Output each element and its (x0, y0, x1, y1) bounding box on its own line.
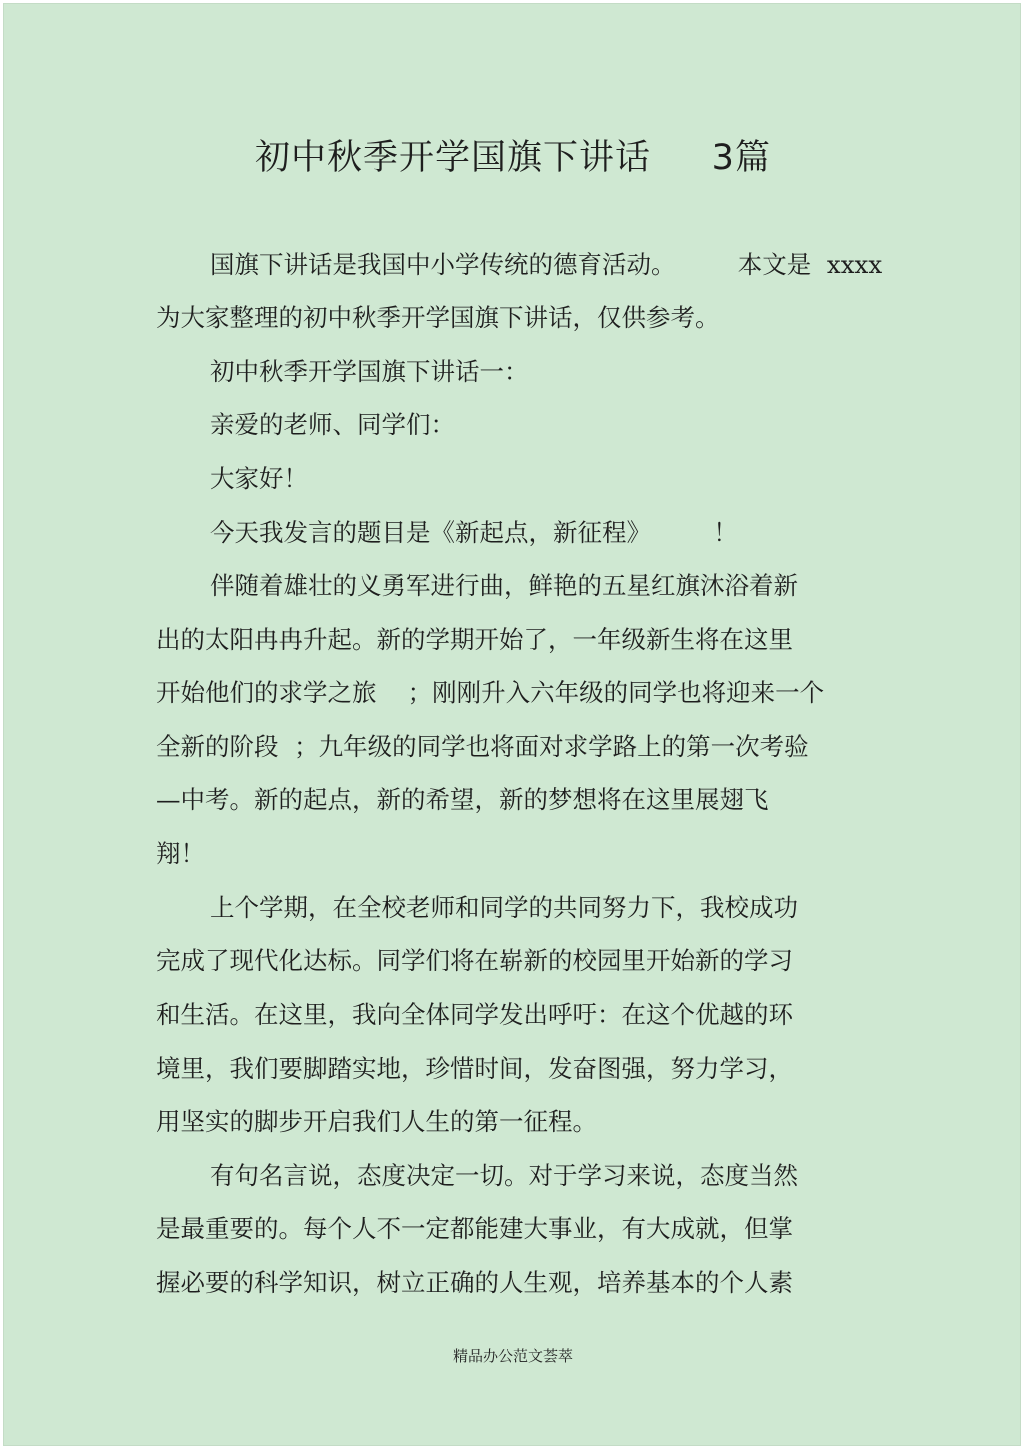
paragraph-line: 初中秋季开学国旗下讲话一： (210, 357, 529, 386)
paragraph-line: 国旗下讲话是我国中小学传统的德育活动。 本文是 xxxx (210, 250, 883, 279)
paragraph-line: 用坚实的脚步开启我们人生的第一征程。 (156, 1107, 597, 1136)
paragraph-line: —中考。新的起点，新的希望，新的梦想将在这里展翅飞 (156, 785, 769, 814)
paragraph-line: 今天我发言的题目是《新起点，新征程》 ！ (210, 518, 738, 547)
paragraph-line: 有句名言说，态度决定一切。对于学习来说，态度当然 (210, 1161, 798, 1190)
paragraph-line: 翔！ (156, 839, 205, 868)
document-page (3, 3, 1021, 1446)
paragraph-line: 和生活。在这里，我向全体同学发出呼吁：在这个优越的环 (156, 1000, 793, 1029)
paragraph-line: 是最重要的。每个人不一定都能建大事业，有大成就，但掌 (156, 1214, 793, 1243)
paragraph-line: 伴随着雄壮的义勇军进行曲，鲜艳的五星红旗沐浴着新 (210, 571, 798, 600)
paragraph-line: 上个学期，在全校老师和同学的共同努力下，我校成功 (210, 893, 798, 922)
paragraph-line: 亲爱的老师、同学们： (210, 410, 455, 439)
paragraph-line: 境里，我们要脚踏实地，珍惜时间，发奋图强，努力学习， (156, 1054, 793, 1083)
paragraph-line: 大家好！ (210, 464, 308, 493)
document-title: 初中秋季开学国旗下讲话 3篇 (255, 138, 771, 178)
paragraph-line: 开始他们的求学之旅 ；刚刚升入六年级的同学也将迎来一个 (156, 678, 825, 707)
paragraph-line: 为大家整理的初中秋季开学国旗下讲话，仅供参考。 (156, 303, 720, 332)
paragraph-line: 全新的阶段 ；九年级的同学也将面对求学路上的第一次考验 (156, 732, 809, 761)
page-footer: 精品办公范文荟萃 (452, 1347, 573, 1365)
paragraph-line: 握必要的科学知识，树立正确的人生观，培养基本的个人素 (156, 1268, 793, 1297)
paragraph-line: 完成了现代化达标。同学们将在崭新的校园里开始新的学习 (156, 946, 793, 975)
paragraph-line: 出的太阳冉冉升起。新的学期开始了，一年级新生将在这里 (156, 625, 793, 654)
